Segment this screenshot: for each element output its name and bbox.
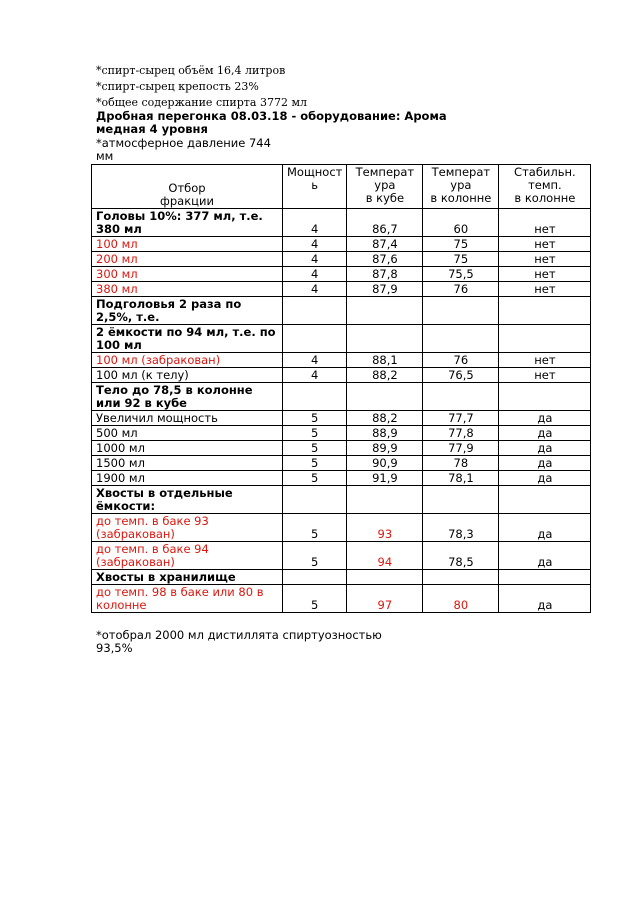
cell-fraction: 500 мл (92, 426, 283, 441)
cell-temp-cube: 94 (347, 542, 423, 570)
cell-stable: да (499, 585, 591, 613)
table-row (92, 252, 591, 267)
table-row (92, 411, 591, 426)
cell-power: 5 (283, 514, 347, 542)
cell-temp-cube: 88,2 (347, 411, 423, 426)
table-row (92, 570, 591, 585)
header-fraction-label: Отбор (168, 181, 206, 195)
cell-temp-column: 77,7 (423, 411, 499, 426)
cell-power: 5 (283, 441, 347, 456)
note-alcohol-content: *общее содержание спирта 3772 мл (96, 96, 307, 109)
cell-stable (499, 325, 591, 353)
cell-stable: да (499, 426, 591, 441)
cell-stable: да (499, 441, 591, 456)
cell-temp-cube: 88,1 (347, 353, 423, 368)
cell-power: 5 (283, 411, 347, 426)
cell-temp-cube: 88,9 (347, 426, 423, 441)
table-header-row (92, 165, 591, 209)
cell-temp-cube: 87,6 (347, 252, 423, 267)
distillation-table (91, 164, 591, 613)
table-row (92, 282, 591, 297)
cell-fraction: Увеличил мощность (92, 411, 283, 426)
cell-temp-column (423, 325, 499, 353)
cell-temp-column (423, 570, 499, 585)
cell-power (283, 570, 347, 585)
cell-stable: нет (499, 252, 591, 267)
cell-power: 4 (283, 368, 347, 383)
cell-temp-cube: 93 (347, 514, 423, 542)
cell-power: 5 (283, 542, 347, 570)
cell-temp-column: 76,5 (423, 368, 499, 383)
table-row (92, 237, 591, 252)
note-strength: *спирт-сырец крепость 23% (96, 80, 259, 93)
cell-fraction: до темп. в баке 93 (забракован) (92, 514, 283, 542)
cell-stable (499, 570, 591, 585)
table-row (92, 542, 591, 570)
cell-temp-column (423, 297, 499, 325)
cell-temp-cube: 89,9 (347, 441, 423, 456)
cell-temp-column: 76 (423, 353, 499, 368)
cell-stable (499, 486, 591, 514)
cell-power (283, 325, 347, 353)
cell-temp-column: 60 (423, 209, 499, 237)
cell-fraction: Хвосты в отдельные ёмкости: (92, 486, 283, 514)
cell-temp-cube (347, 570, 423, 585)
cell-stable: нет (499, 368, 591, 383)
cell-fraction: до темп. 98 в баке или 80 в колонне (92, 585, 283, 613)
table-row (92, 471, 591, 486)
cell-power: 4 (283, 282, 347, 297)
table-row (92, 267, 591, 282)
cell-stable: нет (499, 282, 591, 297)
table-row (92, 426, 591, 441)
cell-fraction: до темп. в баке 94 (забракован) (92, 542, 283, 570)
cell-stable (499, 297, 591, 325)
cell-fraction: 1000 мл (92, 441, 283, 456)
table-row (92, 441, 591, 456)
cell-power: 5 (283, 426, 347, 441)
cell-temp-cube: 87,8 (347, 267, 423, 282)
table-body (92, 209, 591, 613)
cell-power: 5 (283, 585, 347, 613)
pressure-note: *атмосферное давление 744 мм (96, 136, 271, 163)
cell-fraction: 200 мл (92, 252, 283, 267)
cell-temp-cube: 87,9 (347, 282, 423, 297)
cell-power: 5 (283, 471, 347, 486)
cell-temp-cube: 86,7 (347, 209, 423, 237)
cell-stable: нет (499, 237, 591, 252)
cell-fraction: 1500 мл (92, 456, 283, 471)
cell-temp-column: 78,3 (423, 514, 499, 542)
cell-stable: да (499, 542, 591, 570)
cell-stable: нет (499, 353, 591, 368)
cell-power: 4 (283, 267, 347, 282)
footer-note: *отобрал 2000 мл дистиллята спиртуозностью 93,5% (96, 628, 382, 655)
table-row (92, 514, 591, 542)
cell-temp-column: 78 (423, 456, 499, 471)
cell-power: 4 (283, 237, 347, 252)
cell-temp-column: 78,5 (423, 542, 499, 570)
header-fraction: Отбор фракции (92, 165, 283, 209)
note-volume: *спирт-сырец объём 16,4 литров (96, 64, 286, 77)
cell-stable (499, 383, 591, 411)
cell-temp-cube (347, 297, 423, 325)
cell-temp-column (423, 486, 499, 514)
cell-power (283, 383, 347, 411)
table-row (92, 325, 591, 353)
table-row (92, 297, 591, 325)
cell-fraction: 2 ёмкости по 94 мл, т.е. по 100 мл (92, 325, 283, 353)
header-power: Мощност ь (283, 165, 347, 209)
table-row (92, 353, 591, 368)
cell-temp-column: 78,1 (423, 471, 499, 486)
cell-fraction: Подголовья 2 раза по 2,5%, т.е. (92, 297, 283, 325)
cell-fraction: Тело до 78,5 в колонне или 92 в кубе (92, 383, 283, 411)
cell-stable: да (499, 411, 591, 426)
cell-temp-column: 77,8 (423, 426, 499, 441)
cell-fraction: 100 мл (к телу) (92, 368, 283, 383)
cell-power: 5 (283, 456, 347, 471)
cell-fraction: 100 мл (забракован) (92, 353, 283, 368)
cell-temp-cube (347, 383, 423, 411)
cell-temp-cube (347, 486, 423, 514)
cell-temp-column: 75,5 (423, 267, 499, 282)
cell-fraction: 300 мл (92, 267, 283, 282)
header-temp-column: Температ ура в колонне (423, 165, 499, 209)
cell-temp-cube: 88,2 (347, 368, 423, 383)
header-temp-cube: Температ ура в кубе (347, 165, 423, 209)
cell-power (283, 486, 347, 514)
cell-temp-cube: 97 (347, 585, 423, 613)
cell-temp-column (423, 383, 499, 411)
cell-fraction: 100 мл (92, 237, 283, 252)
cell-fraction: Головы 10%: 377 мл, т.е. 380 мл (92, 209, 283, 237)
cell-stable: да (499, 471, 591, 486)
cell-temp-cube: 87,4 (347, 237, 423, 252)
document-title: Дробная перегонка 08.03.18 - оборудование: Арома медная 4 уровня (96, 109, 447, 136)
cell-fraction: 380 мл (92, 282, 283, 297)
table-row (92, 368, 591, 383)
cell-temp-column: 75 (423, 237, 499, 252)
cell-temp-cube: 90,9 (347, 456, 423, 471)
cell-stable: нет (499, 209, 591, 237)
cell-stable: нет (499, 267, 591, 282)
cell-power: 4 (283, 252, 347, 267)
cell-temp-cube (347, 325, 423, 353)
cell-fraction: 1900 мл (92, 471, 283, 486)
cell-stable: да (499, 514, 591, 542)
header-stable-temp: Стабильн. темп. в колонне (499, 165, 591, 209)
cell-temp-column: 80 (423, 585, 499, 613)
cell-temp-column: 76 (423, 282, 499, 297)
table-row (92, 383, 591, 411)
cell-power (283, 297, 347, 325)
cell-temp-cube: 91,9 (347, 471, 423, 486)
cell-power: 4 (283, 353, 347, 368)
table-row (92, 456, 591, 471)
table-row (92, 209, 591, 237)
cell-power: 4 (283, 209, 347, 237)
cell-stable: да (499, 456, 591, 471)
cell-temp-column: 75 (423, 252, 499, 267)
table-row (92, 585, 591, 613)
cell-fraction: Хвосты в хранилище (92, 570, 283, 585)
cell-temp-column: 77,9 (423, 441, 499, 456)
table-row (92, 486, 591, 514)
